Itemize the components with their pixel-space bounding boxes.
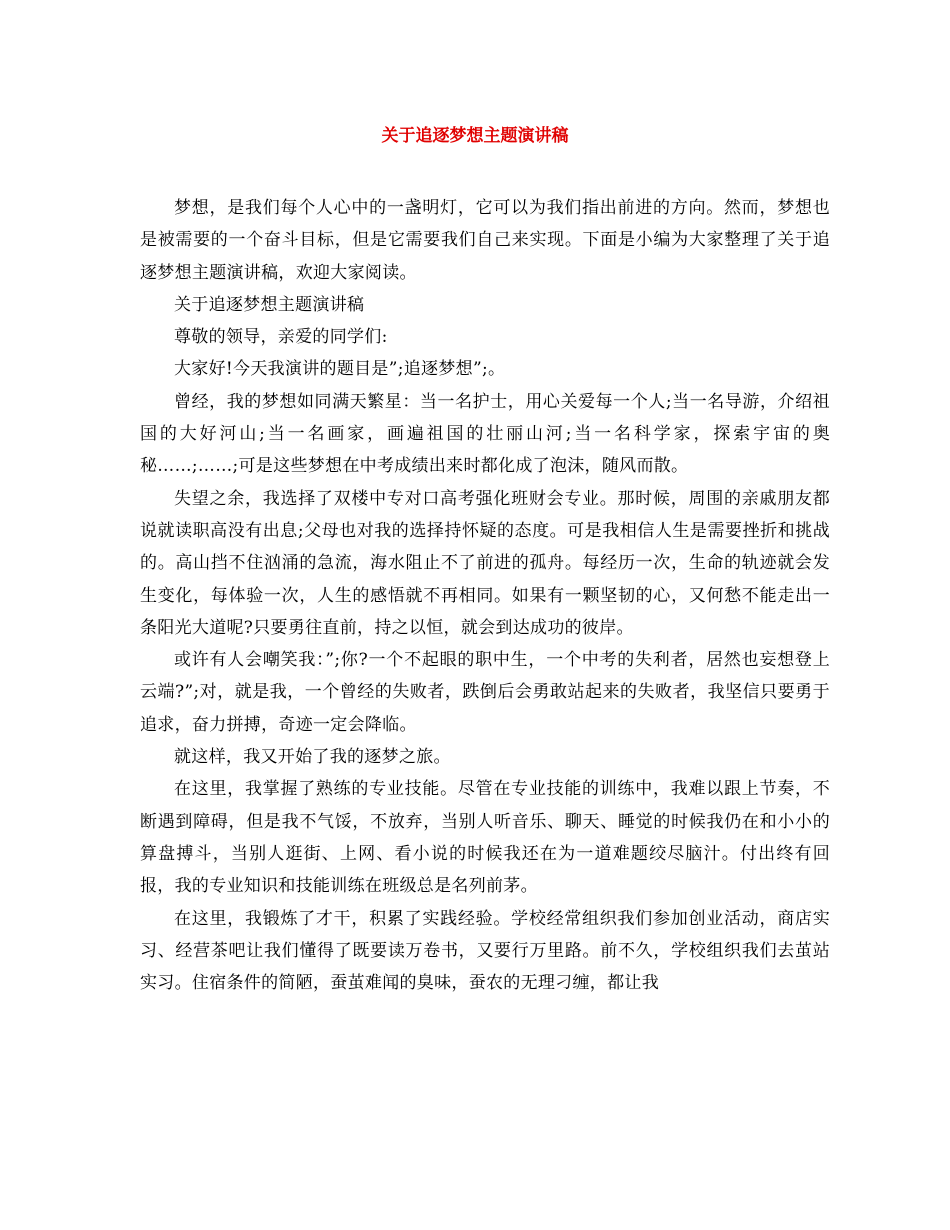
document-title: 关于追逐梦想主题演讲稿 — [381, 126, 569, 146]
paragraph-journey: 就这样，我又开始了我的逐梦之旅。 — [174, 747, 451, 768]
paragraph-subtitle: 关于追逐梦想主题演讲稿 — [174, 294, 365, 315]
paragraph-dreams: 曾经，我的梦想如同满天繁星：当一名护士，用心关爱每一个人;当一名导游，介绍祖国的大好河山;当一名画家，画遍祖国的壮丽山河;当一名科学家，探索宇宙的奥秘……;……;可是这些梦想在中考成绩出来时都化成了泡沫，随风而散。 — [140, 391, 830, 477]
document-body — [140, 192, 830, 999]
paragraph-practice: 在这里，我锻炼了才干，积累了实践经验。学校经常组织我们参加创业活动，商店实习、经营茶吧让我们懂得了既要读万卷书，又要行万里路。前不久，学校组织我们去茧站实习。住宿条件的简陋，蚕茧难闻的臭味，蚕农的无理刁缠，都让我 — [140, 908, 830, 994]
paragraph-intro: 梦想，是我们每个人心中的一盏明灯，它可以为我们指出前进的方向。然而，梦想也是被需要的一个奋斗目标，但是它需要我们自己来实现。下面是小编为大家整理了关于追逐梦想主题演讲稿，欢迎大家阅读。 — [140, 198, 830, 283]
paragraph-skills: 在这里，我掌握了熟练的专业技能。尽管在专业技能的训练中，我难以跟上节奏，不断遇到障碍，但是我不气馁，不放弃，当别人听音乐、聊天、睡觉的时候我仍在和小小的算盘搏斗，当别人逛街、上网、看小说的时候我还在为一道难题绞尽脑汁。付出终有回报，我的专业知识和技能训练在班级总是名列前茅。 — [140, 779, 830, 897]
paragraph-greeting: 大家好!今天我演讲的题目是”;追逐梦想”;。 — [174, 359, 506, 380]
paragraph-doubt: 或许有人会嘲笑我：”;你?一个不起眼的职中生，一个中考的失利者，居然也妄想登上云端?”;对，就是我，一个曾经的失败者，跌倒后会勇敢站起来的失败者，我坚信只要勇于追求，奋力拼搏，奇迹一定会降临。 — [140, 650, 830, 735]
paragraph-salutation: 尊敬的领导，亲爱的同学们: — [174, 327, 388, 348]
paragraph-choice: 失望之余，我选择了双楼中专对口高考强化班财会专业。那时候，周围的亲戚朋友都说就读职高没有出息;父母也对我的选择持怀疑的态度。可是我相信人生是需要挫折和挑战的。高山挡不住汹涌的急流，海水阻止不了前进的孤舟。每经历一次，生命的轨迹就会发生变化，每体验一次，人生的感悟就不再相同。如果有一颗坚韧的心，又何愁不能走出一条阳光大道呢?只要勇往直前，持之以恒，就会到达成功的彼岸。 — [140, 488, 830, 638]
